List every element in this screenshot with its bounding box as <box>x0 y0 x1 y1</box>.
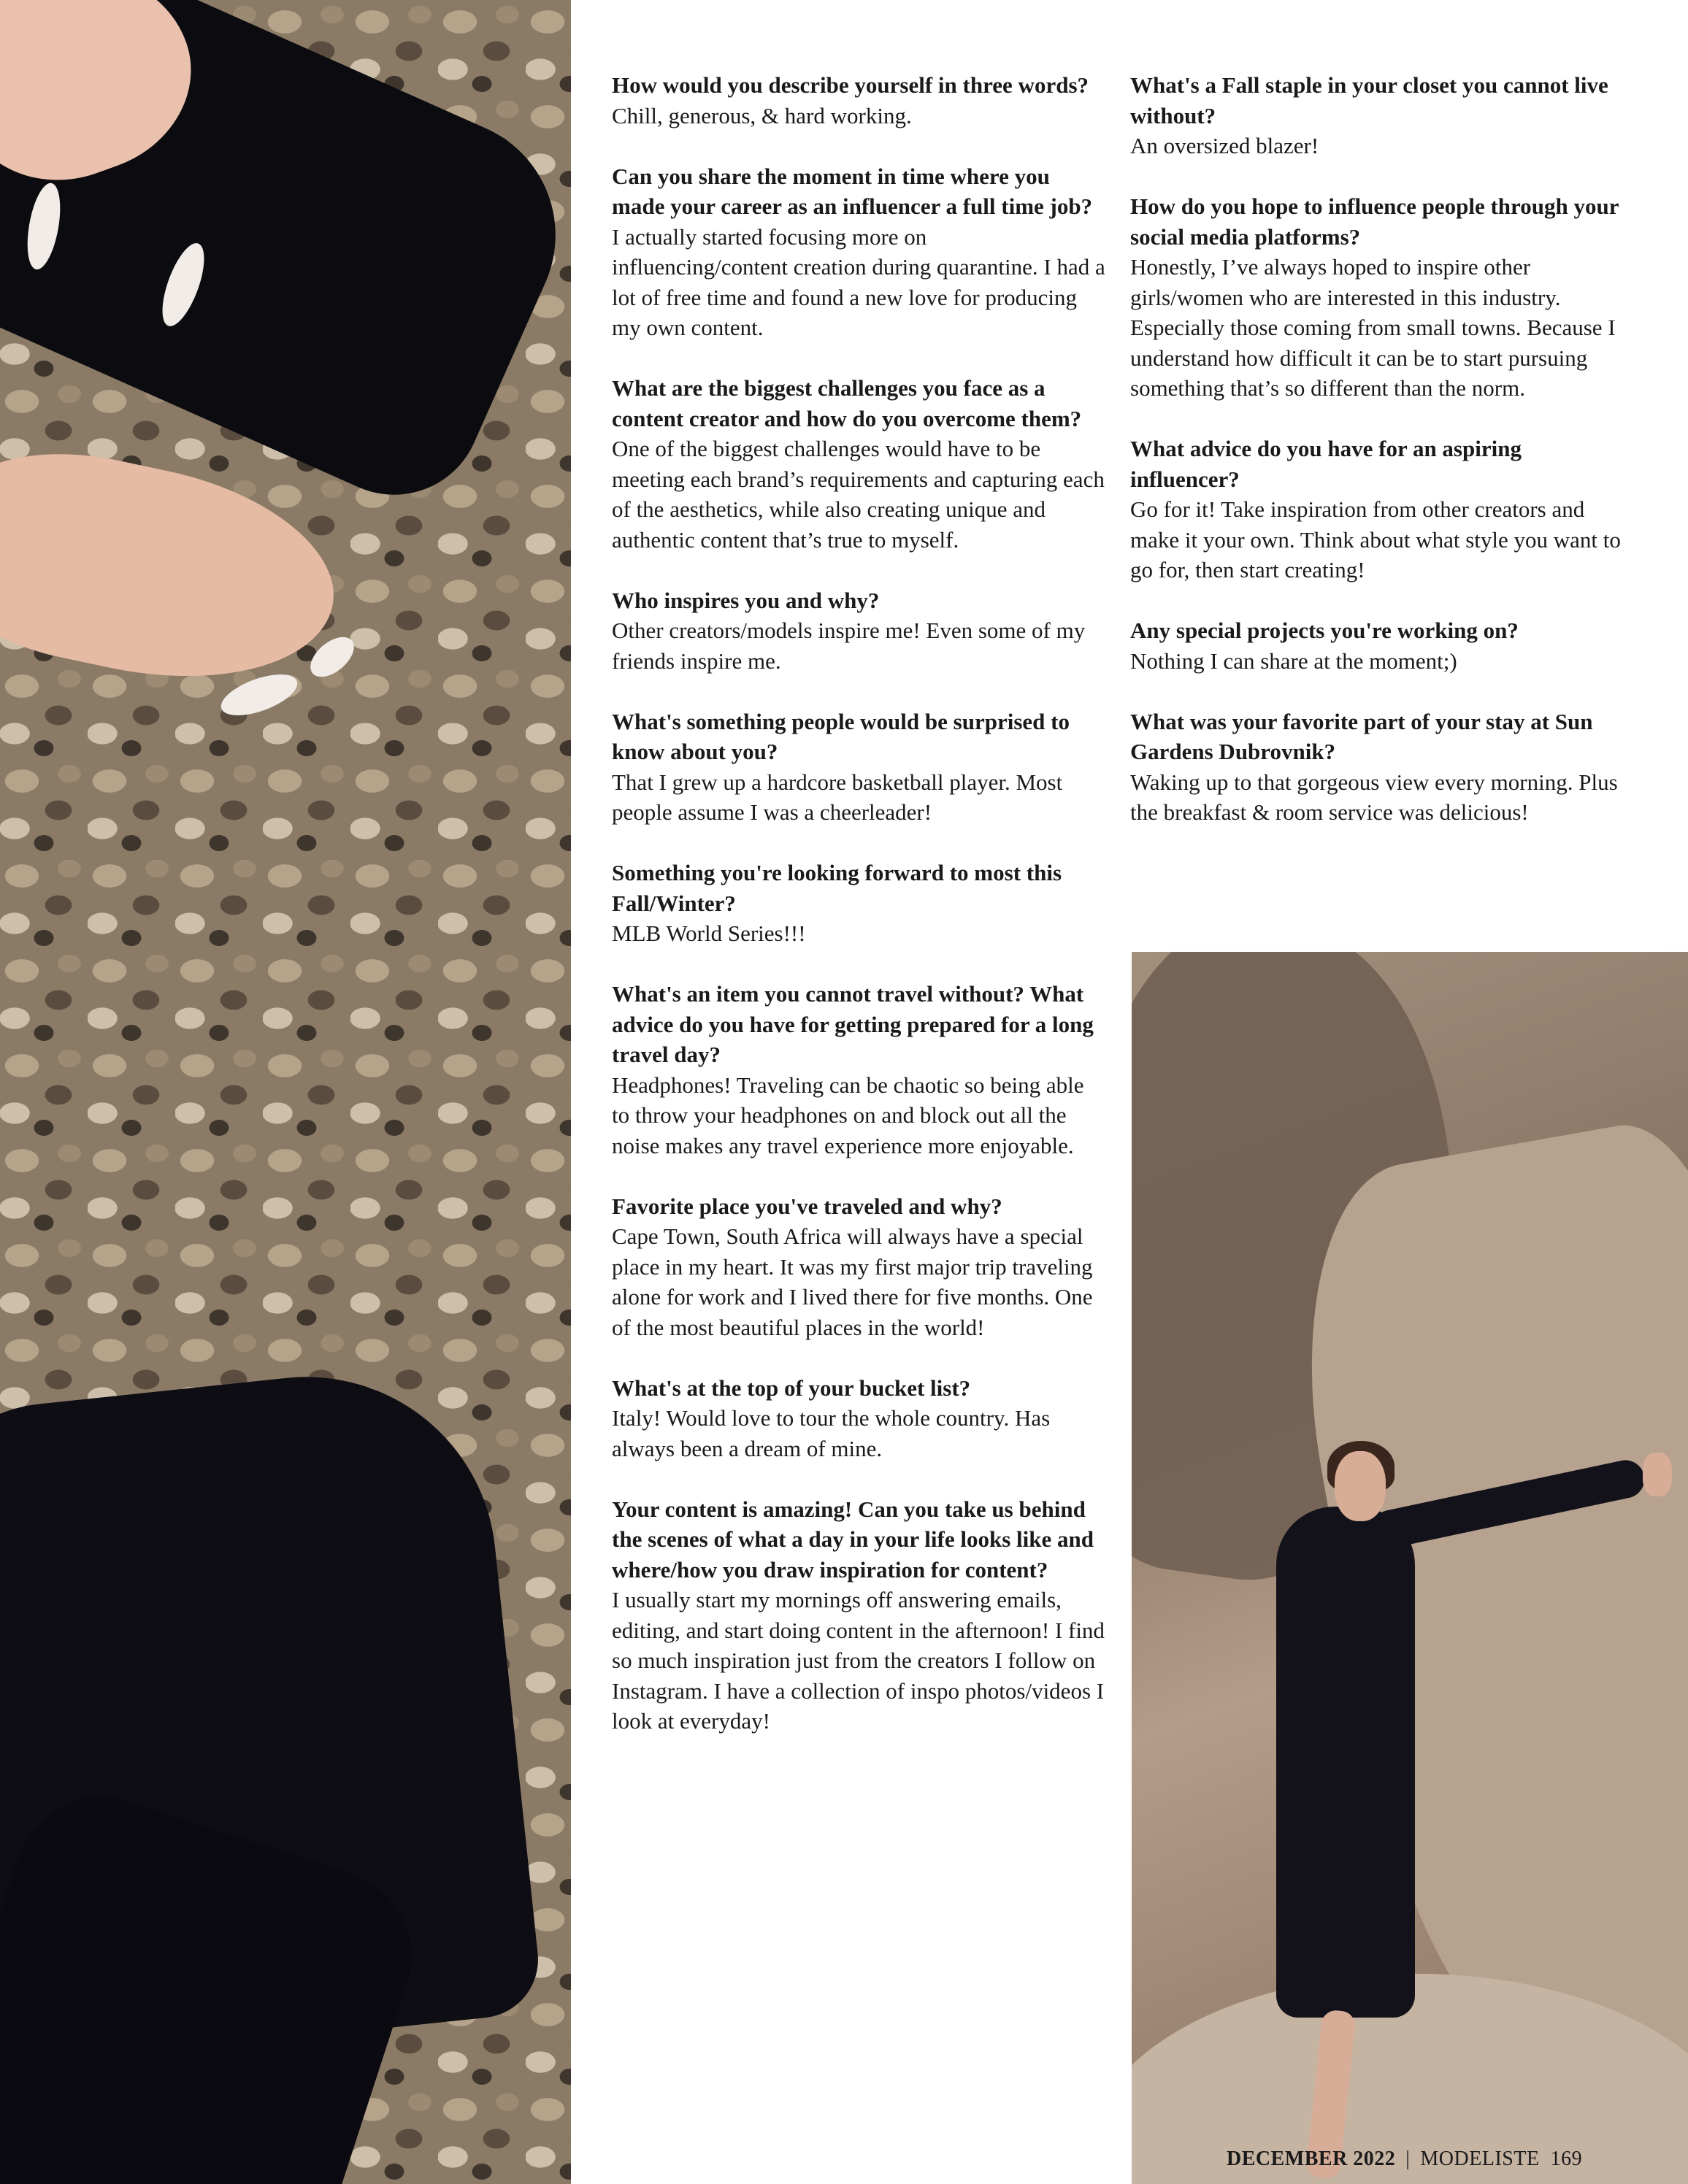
question: What's at the top of your bucket list? <box>612 1374 971 1401</box>
question: How would you describe yourself in three words? <box>612 72 1089 98</box>
qa-item <box>1130 70 1627 161</box>
model-head <box>1335 1451 1386 1521</box>
answer: Other creators/models inspire me! Even some of my friends inspire me. <box>612 618 1086 674</box>
hand-middle <box>0 428 353 710</box>
qa-item <box>612 1494 1105 1737</box>
answer: I actually started focusing more on influencing/content creation during quarantine. I had a lot of free time and found a new love for producing my own content. <box>612 223 1105 340</box>
question: How do you hope to influence people through your social media platforms? <box>1130 193 1619 250</box>
question: What's a Fall staple in your closet you cannot live without? <box>1130 72 1608 128</box>
qa-item <box>1130 191 1627 404</box>
question: Any special projects you're working on? <box>1130 618 1519 643</box>
answer: That I grew up a hardcore basketball player. Most people assume I was a cheerleader! <box>612 769 1063 825</box>
question: What advice do you have for an aspiring influencer? <box>1130 436 1522 492</box>
question: Your content is amazing! Can you take us behind the scenes of what a day in your life looks like and where/how you draw inspiration for content? <box>612 1496 1094 1583</box>
footer-magazine: MODELISTE <box>1420 2148 1540 2170</box>
photo-pebbles-hands <box>0 0 571 2184</box>
question: Something you're looking forward to most this Fall/Winter? <box>612 860 1062 916</box>
qa-item <box>612 1191 1105 1343</box>
answer: I usually start my mornings off answering emails, editing, and start doing content in the afternoon! I find so much inspiration just from the creators I follow on Instagram. I have a collection of inspo photos/videos I look at everyday! <box>612 1587 1105 1734</box>
question: Who inspires you and why? <box>612 587 880 613</box>
photo-model-on-rocks <box>1132 952 1688 2184</box>
question: What's an item you cannot travel without? What advice do you have for getting prepared for a long travel day? <box>612 981 1094 1067</box>
qa-item <box>612 161 1105 343</box>
qa-item <box>612 70 1105 131</box>
qa-item <box>612 373 1105 555</box>
qa-item <box>612 707 1105 828</box>
question: Favorite place you've traveled and why? <box>612 1193 1002 1219</box>
answer: One of the biggest challenges would have to be meeting each brand’s requirements and capturing each of the aesthetics, while also creating unique and authentic content that’s true to myself. <box>612 436 1105 553</box>
answer: An oversized blazer! <box>1130 133 1319 158</box>
answer: Chill, generous, & hard working. <box>612 102 912 128</box>
answer: Headphones! Traveling can be chaotic so being able to throw your headphones on and block out all the noise makes any travel experience more enjoyable. <box>612 1072 1084 1158</box>
question: Can you share the moment in time where you made your career as an influencer a full time job? <box>612 163 1093 219</box>
answer: Go for it! Take inspiration from other creators and make it your own. Think about what style you want to go for, then start creating! <box>1130 496 1621 582</box>
answer: Honestly, I’ve always hoped to inspire other girls/women who are interested in this industry. Especially those coming from small towns. Because I understand how difficult it can be to start pursuing something that’s so different than the norm. <box>1130 254 1616 401</box>
page-number: 169 <box>1550 2148 1583 2170</box>
qa-item <box>612 1373 1105 1464</box>
question: What was your favorite part of your stay at Sun Gardens Dubrovnik? <box>1130 708 1593 764</box>
question: What's something people would be surprised to know about you? <box>612 708 1070 764</box>
qa-item <box>1130 707 1627 828</box>
answer: Cape Town, South Africa will always have a special place in my heart. It was my first major trip traveling alone for work and I lived there for five months. One of the most beautiful places in the world! <box>612 1223 1093 1340</box>
footer-issue: DECEMBER 2022 <box>1227 2148 1396 2170</box>
answer: MLB World Series!!! <box>612 920 806 946</box>
answer: Italy! Would love to tour the whole country. Has always been a dream of mine. <box>612 1405 1051 1461</box>
question: What are the biggest challenges you face as a content creator and how do you overcome them? <box>612 375 1082 431</box>
model-black-dress <box>1276 1507 1415 2018</box>
model-hand <box>1643 1453 1672 1496</box>
qa-item <box>612 858 1105 949</box>
footer-separator: | <box>1405 2148 1411 2170</box>
page-footer <box>1227 2148 1582 2171</box>
qa-item <box>612 585 1105 677</box>
qa-item <box>1130 615 1627 676</box>
qa-item <box>612 979 1105 1161</box>
interview-column-left <box>612 70 1105 1766</box>
interview-column-right <box>1130 70 1627 858</box>
answer: Waking up to that gorgeous view every morning. Plus the breakfast & room service was delicious! <box>1130 769 1618 825</box>
qa-item <box>1130 434 1627 585</box>
answer: Nothing I can share at the moment;) <box>1130 647 1457 674</box>
fingernail <box>216 666 302 724</box>
